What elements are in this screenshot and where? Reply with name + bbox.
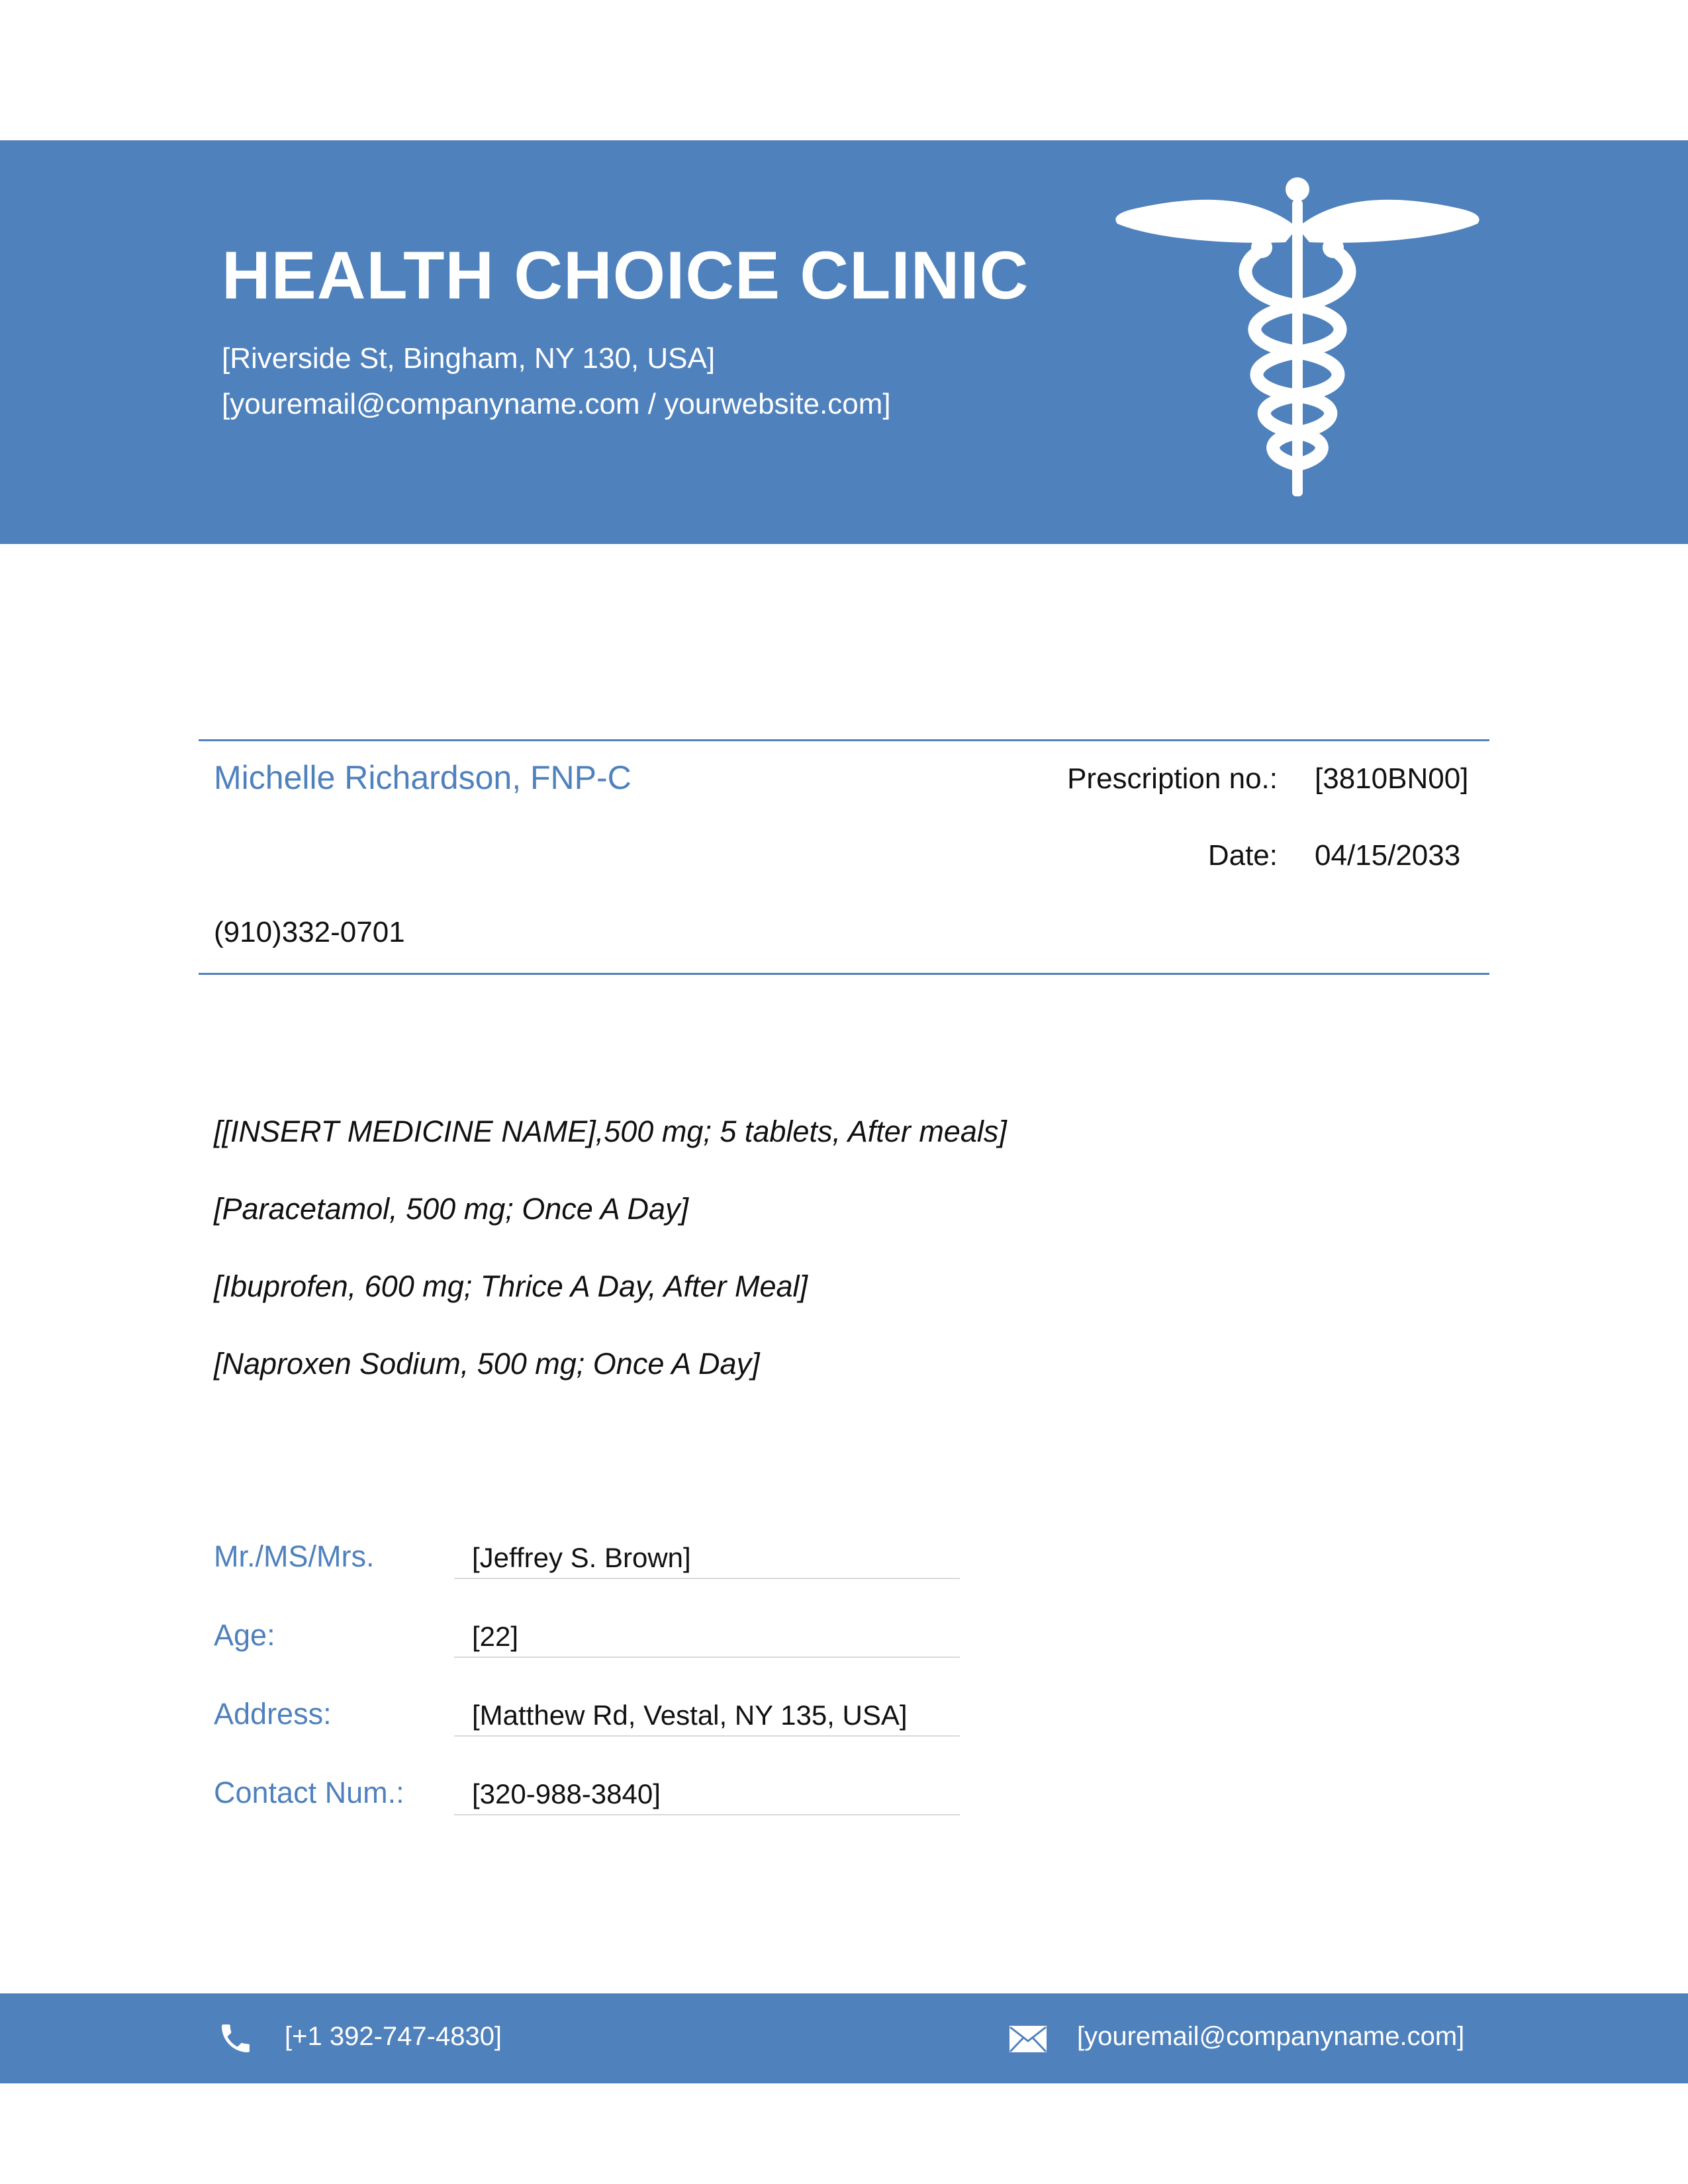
divider-bottom <box>199 973 1489 975</box>
date-value: 04/15/2033 <box>1315 839 1461 872</box>
clinic-address: [Riverside St, Bingham, NY 130, USA] <box>222 342 716 375</box>
medicine-item: [[INSERT MEDICINE NAME],500 mg; 5 tablets, After meals] <box>214 1115 1007 1148</box>
patient-age-label: Age: <box>214 1618 275 1652</box>
patient-name-label: Mr./MS/Mrs. <box>214 1539 375 1573</box>
patient-contact-label: Contact Num.: <box>214 1776 404 1809</box>
patient-contact-field[interactable]: [320-988-3840] <box>454 1776 960 1815</box>
patient-name-field[interactable]: [Jeffrey S. Brown] <box>454 1539 960 1579</box>
divider-top <box>199 739 1489 741</box>
medicine-item: [Ibuprofen, 600 mg; Thrice A Day, After Meal] <box>214 1269 808 1303</box>
phone-icon <box>217 2020 254 2057</box>
clinic-name: HEALTH CHOICE CLINIC <box>222 238 1029 313</box>
prescription-number-label: Prescription no.: <box>1067 762 1278 795</box>
medicine-item: [Naproxen Sodium, 500 mg; Once A Day] <box>214 1347 760 1381</box>
clinic-contact: [youremail@companyname.com / yourwebsite.com] <box>222 388 891 420</box>
patient-address-field[interactable]: [Matthew Rd, Vestal, NY 135, USA] <box>454 1697 960 1737</box>
footer-email[interactable]: [youremail@companyname.com] <box>1077 2022 1465 2051</box>
envelope-icon <box>1009 2025 1047 2053</box>
prescriber-name: Michelle Richardson, FNP-C <box>214 759 632 796</box>
caduceus-icon <box>1112 173 1483 511</box>
patient-address-label: Address: <box>214 1697 332 1731</box>
footer-phone[interactable]: [+1 392-747-4830] <box>285 2022 502 2051</box>
medicine-list <box>214 1112 1007 1422</box>
medicine-item: [Paracetamol, 500 mg; Once A Day] <box>214 1192 688 1226</box>
date-label: Date: <box>1207 839 1278 872</box>
prescriber-phone: (910)332-0701 <box>214 916 405 948</box>
patient-age-field[interactable]: [22] <box>454 1618 960 1658</box>
prescription-number-value: [3810BN00] <box>1315 762 1469 795</box>
